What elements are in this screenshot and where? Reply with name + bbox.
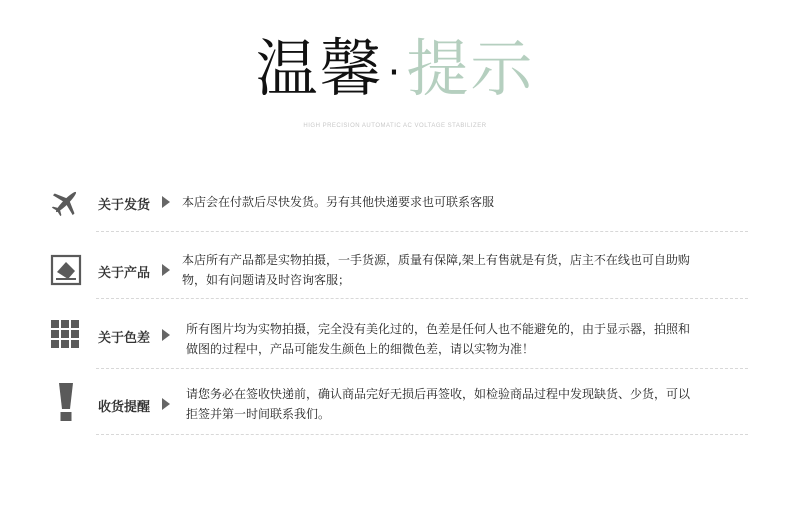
product-photo-icon [50, 254, 82, 286]
page-title [0, 34, 790, 108]
exclamation-icon [50, 382, 82, 422]
item-text [182, 250, 690, 290]
title-part-2: 提示 [406, 32, 535, 105]
item-text-line: 本店所有产品都是实物拍摄，一手货源，质量有保障,架上有售就是有货，店主不在线也可自助购 [182, 253, 690, 267]
item-text-line: 拒签并第一时间联系我们。 [186, 407, 331, 421]
divider [96, 231, 748, 232]
arrow-right-icon [162, 196, 170, 208]
arrow-right-icon [162, 398, 170, 410]
divider [96, 434, 748, 435]
item-text-line: 做图的过程中，产品可能发生颜色上的细微色差，请以实物为准！ [186, 342, 535, 356]
header [0, 34, 790, 108]
item-label: 关于产品 [98, 266, 151, 281]
item-text-line: 物，如有问题请及时咨询客服； [182, 273, 351, 287]
item-text [186, 319, 690, 359]
arrow-right-icon [162, 329, 170, 341]
title-separator: · [387, 49, 403, 96]
item-text [182, 192, 494, 212]
airplane-icon [50, 186, 82, 218]
item-label: 关于色差 [98, 331, 151, 346]
item-text [186, 384, 690, 424]
arrow-right-icon [162, 264, 170, 276]
item-text-line: 所有图片均为实物拍摄，完全没有美化过的，色差是任何人也不能避免的，由于显示器，拍照和 [186, 322, 691, 336]
item-label: 收货提醒 [98, 400, 151, 415]
color-grid-icon [50, 319, 82, 351]
item-text-line: 本店会在付款后尽快发货。另有其他快递要求也可联系客服 [182, 195, 495, 209]
title-part-1: 温馨 [255, 32, 384, 105]
item-label: 关于发货 [98, 198, 151, 213]
divider [96, 298, 748, 299]
subtitle: HIGH PRECISION AUTOMATIC AC VOLTAGE STABILIZER [303, 123, 487, 129]
item-text-line: 请您务必在签收快递前，确认商品完好无损后再签收，如检验商品过程中发现缺货、少货，可以 [186, 387, 691, 401]
divider [96, 368, 748, 369]
